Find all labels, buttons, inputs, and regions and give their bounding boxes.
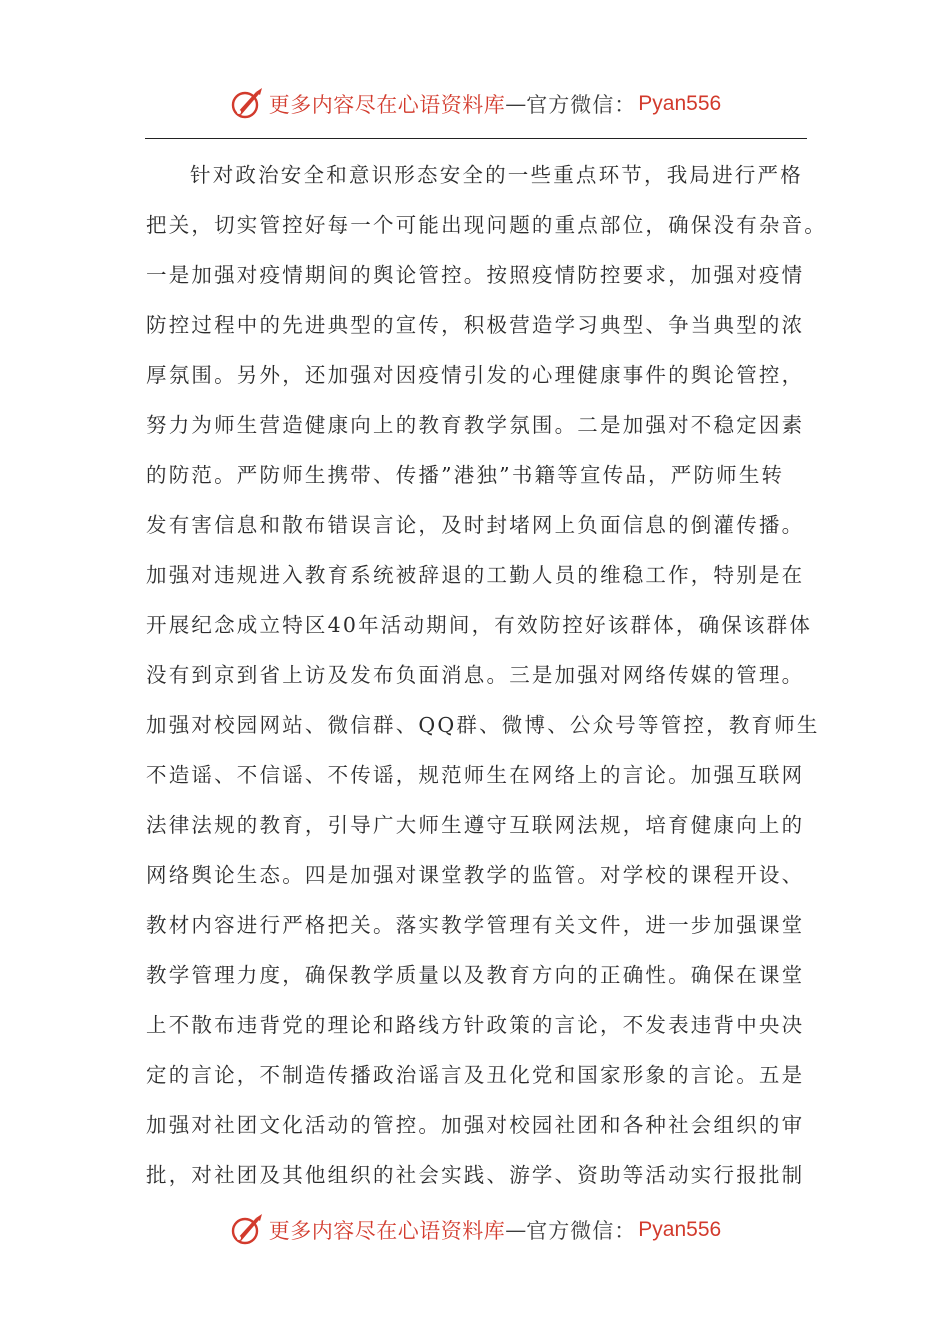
body-line: 开展纪念成立特区40年活动期间，有效防控好该群体，确保该群体 [146,613,813,637]
body-line: 法律法规的教育，引导广大师生遵守互联网法规，培育健康向上的 [146,813,805,837]
body-line: 教材内容进行严格把关。落实教学管理有关文件，进一步加强课堂 [146,913,805,937]
body-line: 加强对校园网站、微信群、QQ群、微博、公众号等管控，教育师生 [146,713,820,737]
body-line: 没有到京到省上访及发布负面消息。三是加强对网络传媒的管理。 [146,663,805,687]
body-line: 的防范。严防师生携带、传播”港独”书籍等宣传品，严防师生转 [146,463,785,487]
body-line: 批，对社团及其他组织的社会实践、游学、资助等活动实行报批制 [146,1163,805,1187]
document-body [146,150,827,1200]
header-divider [145,138,807,139]
body-line: 针对政治安全和意识形态安全的一些重点环节，我局进行严格 [190,163,803,187]
body-line: 定的言论，不制造传播政治谣言及丑化党和国家形象的言论。五是 [146,1063,805,1087]
body-line: 不造谣、不信谣、不传谣，规范师生在网络上的言论。加强互联网 [146,763,805,787]
body-line: 教学管理力度，确保教学质量以及教育方向的正确性。确保在课堂 [146,963,805,987]
footer-promo-text: 更多内容尽在心语资料库 [268,1219,506,1243]
body-line: 一是加强对疫情期间的舆论管控。按照疫情防控要求，加强对疫情 [146,263,805,287]
body-line: 加强对违规进入教育系统被辞退的工勤人员的维稳工作，特别是在 [146,563,805,587]
header-dash: — [505,92,527,116]
footer-wechat-id: Pyan556 [638,1218,722,1241]
header-official-label: 官方微信： [526,93,637,117]
header-promo-text: 更多内容尽在心语资料库 [268,93,506,117]
footer-watermark [0,1210,950,1250]
body-line: 努力为师生营造健康向上的教育教学氛围。二是加强对不稳定因素 [146,413,805,437]
body-line: 网络舆论生态。四是加强对课堂教学的监管。对学校的课程开设、 [146,863,805,887]
body-line: 发有害信息和散布错误言论，及时封堵网上负面信息的倒灌传播。 [146,513,805,537]
quill-pen-circle-icon [229,1212,265,1248]
footer-dash: — [505,1218,527,1242]
header-watermark [0,84,950,124]
body-line: 防控过程中的先进典型的宣传，积极营造学习典型、争当典型的浓 [146,313,805,337]
body-line: 上不散布违背党的理论和路线方针政策的言论，不发表违背中央决 [146,1013,805,1037]
quill-pen-circle-icon [229,86,265,122]
footer-official-label: 官方微信： [526,1219,637,1243]
body-line: 加强对社团文化活动的管控。加强对校园社团和各种社会组织的审 [146,1113,805,1137]
body-line: 厚氛围。另外，还加强对因疫情引发的心理健康事件的舆论管控， [146,363,805,387]
header-wechat-id: Pyan556 [638,92,722,115]
body-line: 把关，切实管控好每一个可能出现问题的重点部位，确保没有杂音。 [146,213,827,237]
